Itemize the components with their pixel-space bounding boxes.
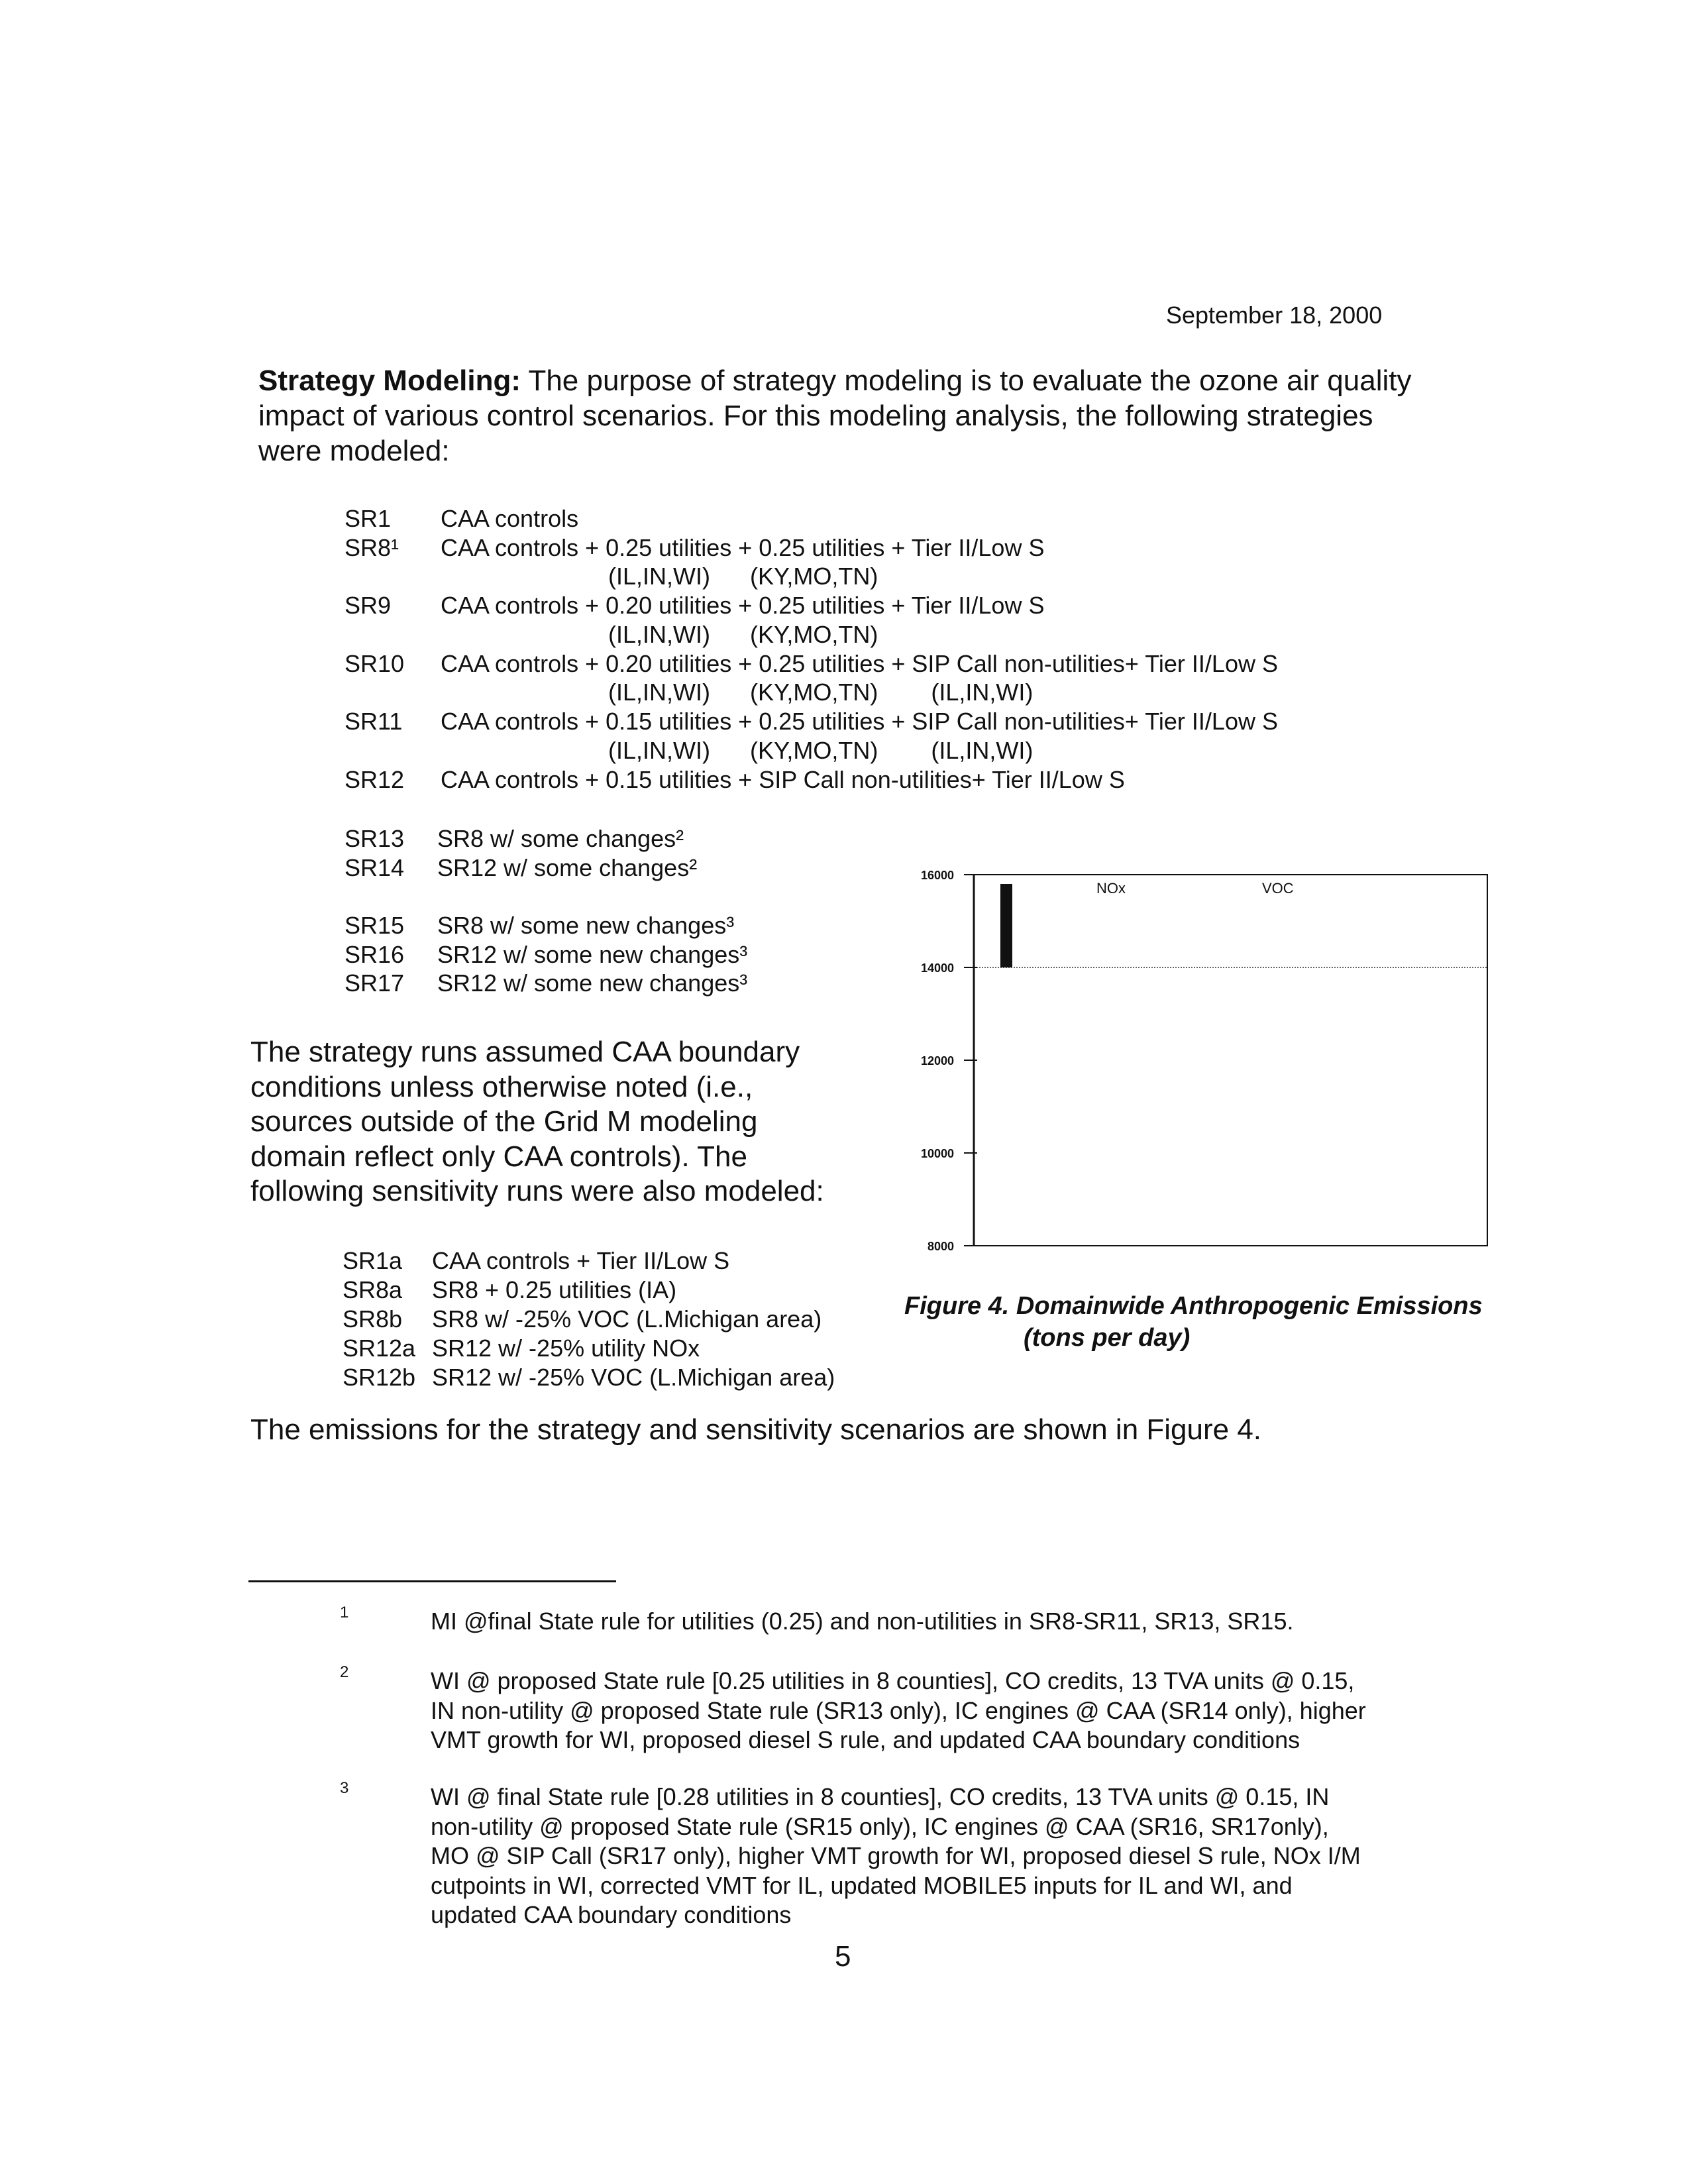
footnote-line: IN non-utility @ proposed State rule (SR13 only), IC engines @ CAA (SR14 only), higher (431, 1696, 1366, 1724)
sensitivity-desc: SR12 w/ -25% utility NOx (432, 1335, 700, 1362)
y-tick-label: 14000 (920, 961, 954, 975)
strategy-code: SR8¹ (344, 534, 399, 561)
y-tick-label: 12000 (920, 1054, 954, 1067)
figure-caption-line1: Figure 4. Domainwide Anthropogenic Emissions (904, 1292, 1483, 1320)
emissions-chart (861, 855, 1524, 1266)
legend-voc: VOC (1262, 880, 1294, 897)
legend-nox: NOx (1096, 880, 1126, 897)
strategy-desc: SR12 w/ some new changes³ (437, 941, 748, 968)
strategy-code: SR10 (344, 650, 405, 677)
strategy-code: SR16 (344, 941, 405, 968)
strategy-code: SR17 (344, 969, 405, 997)
sensitivity-code: SR12b (343, 1364, 416, 1391)
strategy-subtext: (IL,IN,WI) (KY,MO,TN) (IL,IN,WI) (608, 737, 1034, 764)
y-tick-label: 8000 (927, 1240, 954, 1253)
strategy-desc: SR8 w/ some changes² (437, 825, 684, 852)
bars (1000, 884, 1012, 967)
sensitivity-code: SR1a (343, 1247, 403, 1274)
footnote-line: non-utility @ proposed State rule (SR15 only), IC engines @ CAA (SR16, SR17only), (431, 1812, 1329, 1840)
section-heading: Strategy Modeling: (258, 364, 521, 397)
boundary-paragraph (250, 1035, 824, 1209)
strategy-desc: CAA controls + 0.15 utilities + 0.25 utilities + SIP Call non-utilities+ Tier II/Low S (441, 708, 1278, 735)
emissions-sentence: The emissions for the strategy and sensitivity scenarios are shown in Figure 4. (250, 1413, 1262, 1446)
footnote-line: MO @ SIP Call (SR17 only), higher VMT growth for WI, proposed diesel S rule, NOx I/M (431, 1842, 1361, 1869)
page-number: 5 (835, 1940, 851, 1973)
strategy-desc: CAA controls + 0.20 utilities + 0.25 utilities + Tier II/Low S (441, 592, 1045, 619)
sensitivity-code: SR8a (343, 1276, 403, 1303)
strategy-desc: SR8 w/ some new changes³ (437, 912, 735, 939)
y-tick-label: 10000 (920, 1147, 954, 1160)
paragraph-line: following sensitivity runs were also modeled: (250, 1175, 824, 1207)
footnote-line: WI @ final State rule [0.28 utilities in 8 counties], CO credits, 13 TVA units @ 0.15, IN (431, 1783, 1330, 1810)
footnote-2 (431, 1666, 1366, 1755)
y-axis-ticks (921, 869, 977, 1253)
strategy-code: SR11 (344, 708, 403, 735)
paragraph-line: sources outside of the Grid M modeling (250, 1105, 758, 1138)
strategy-desc: SR12 w/ some new changes³ (437, 969, 748, 997)
plot-frame (974, 875, 1487, 1246)
strategy-desc: CAA controls (441, 505, 579, 532)
sensitivity-code: SR12a (343, 1335, 416, 1362)
footnote-line: MI @final State rule for utilities (0.25) and non-utilities in SR8-SR11, SR13, SR15. (431, 1608, 1294, 1635)
sensitivity-code: SR8b (343, 1305, 403, 1333)
strategy-desc: CAA controls + 0.25 utilities + 0.25 utilities + Tier II/Low S (441, 534, 1045, 561)
sensitivity-desc: SR8 w/ -25% VOC (L.Michigan area) (432, 1305, 822, 1333)
strategy-code: SR15 (344, 912, 405, 939)
paragraph-line: The strategy runs assumed CAA boundary (250, 1036, 800, 1068)
footnote-line: updated CAA boundary conditions (431, 1901, 792, 1928)
footnote-1 (431, 1607, 1293, 1637)
y-tick-label: 16000 (920, 869, 954, 882)
strategy-subtext: (IL,IN,WI) (KY,MO,TN) (608, 563, 878, 590)
strategy-code: SR1 (344, 505, 392, 532)
sensitivity-desc: SR12 w/ -25% VOC (L.Michigan area) (432, 1364, 835, 1391)
sensitivity-desc: CAA controls + Tier II/Low S (432, 1247, 730, 1274)
strategy-code: SR13 (344, 825, 405, 852)
footnote-number: 1 (340, 1604, 349, 1621)
document-date: September 18, 2000 (1166, 301, 1383, 329)
strategy-code: SR14 (344, 854, 405, 881)
bar-nox (1000, 884, 1012, 967)
paragraph-line: conditions unless otherwise noted (i.e., (250, 1070, 753, 1103)
sensitivity-desc: SR8 + 0.25 utilities (IA) (432, 1276, 677, 1303)
strategy-subtext: (IL,IN,WI) (KY,MO,TN) (IL,IN,WI) (608, 679, 1034, 706)
strategy-code: SR9 (344, 592, 392, 619)
footnote-line: cutpoints in WI, corrected VMT for IL, updated MOBILE5 inputs for IL and WI, and (431, 1871, 1293, 1899)
strategy-desc: CAA controls + 0.15 utilities + SIP Call non-utilities+ Tier II/Low S (441, 766, 1125, 793)
figure-caption-line2: (tons per day) (1024, 1324, 1191, 1352)
strategy-code: SR12 (344, 766, 405, 793)
strategy-desc: SR12 w/ some changes² (437, 854, 698, 881)
footnote-number: 2 (340, 1663, 349, 1681)
strategy-subtext: (IL,IN,WI) (KY,MO,TN) (608, 621, 878, 648)
footnote-line: WI @ proposed State rule [0.25 utilities in 8 counties], CO credits, 13 TVA units @ 0.15, (431, 1667, 1355, 1694)
footnote-divider (248, 1580, 616, 1582)
footnote-number: 3 (340, 1779, 349, 1797)
strategy-desc: CAA controls + 0.20 utilities + 0.25 utilities + SIP Call non-utilities+ Tier II/Low S (441, 650, 1278, 677)
footnote-line: VMT growth for WI, proposed diesel S rule, and updated CAA boundary conditions (431, 1726, 1300, 1753)
footnote-3 (431, 1782, 1361, 1930)
paragraph-line: domain reflect only CAA controls). The (250, 1140, 747, 1173)
intro-text: The purpose of strategy modeling is to evaluate the ozone air quality impact of various control scenarios. For this modeling analysis, the following strategies were modeled: (258, 364, 1412, 467)
intro-paragraph (258, 363, 1431, 468)
